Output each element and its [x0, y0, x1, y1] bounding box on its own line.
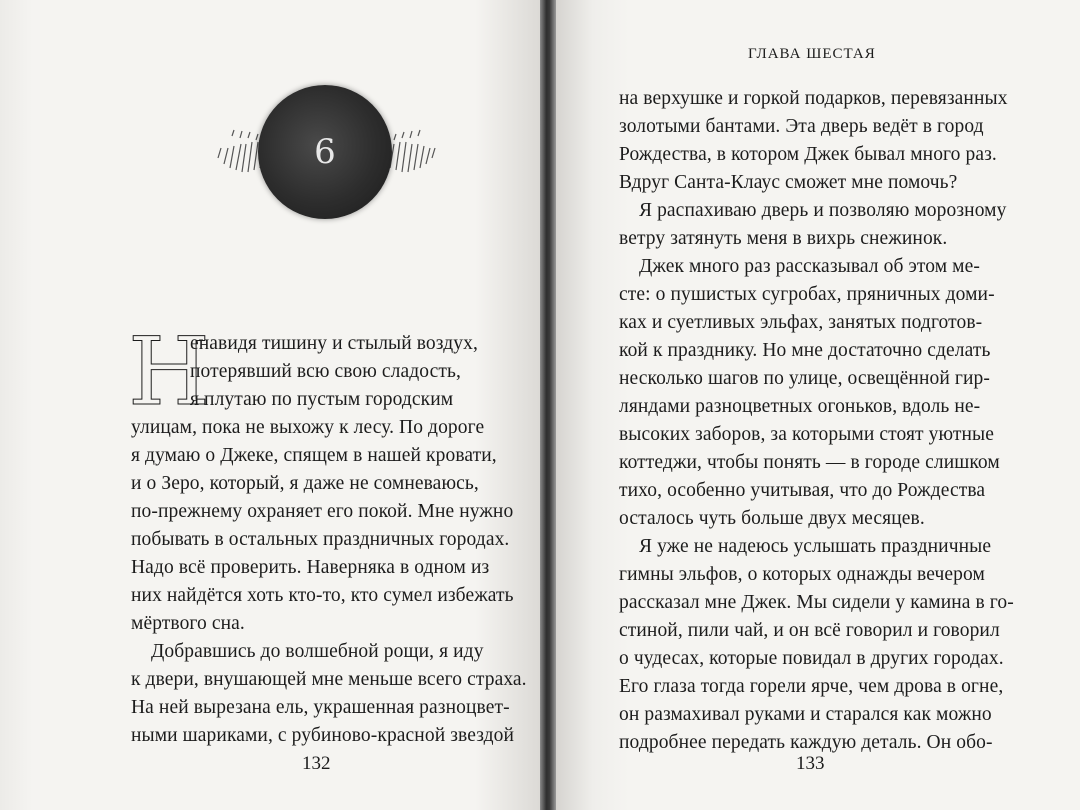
text-line: Я уже не надеюсь услышать праздничные: [639, 536, 992, 557]
text-line: гимны эльфов, о которых однажды вечером: [619, 564, 985, 585]
text-line: Надо всё проверить. Наверняка в одном из: [131, 557, 490, 578]
text-line: Его глаза тогда горели ярче, чем дрова в огне,: [619, 676, 1004, 697]
text-line: по-прежнему охраняет его покой. Мне нужно: [131, 501, 514, 522]
text-line: них найдётся хоть кто-то, кто сумел избежать: [131, 585, 514, 606]
text-line: и о Зеро, который, я даже не сомневаюсь,: [131, 473, 479, 494]
text-line: кой к празднику. Но мне достаточно сделать: [619, 340, 991, 361]
text-line: о чудесах, которые повидал в других городах.: [619, 648, 1004, 669]
text-line: потерявший всю свою сладость,: [190, 361, 461, 382]
text-line: я думаю о Джеке, спящем в нашей кровати,: [131, 445, 497, 466]
text-line: я плутаю по пустым городским: [190, 389, 454, 410]
text-line: он размахивал руками и старался как можно: [619, 704, 992, 725]
text-line: рассказал мне Джек. Мы сидели у камина в го-: [619, 592, 1014, 613]
chapter-number: 6: [314, 132, 336, 172]
text-line: побывать в остальных праздничных городах.: [131, 529, 510, 550]
text-line: ветру затянуть меня в вихрь снежинок.: [619, 228, 948, 249]
text-line: золотыми бантами. Эта дверь ведёт в город: [619, 116, 984, 137]
text-line: ках и суетливых эльфах, занятых подготов-: [619, 312, 983, 333]
page-number: 132: [302, 753, 331, 774]
running-header: ГЛАВА ШЕСТАЯ: [748, 46, 876, 62]
text-line: Джек много раз рассказывал об этом ме-: [639, 256, 980, 277]
text-line: На ней вырезана ель, украшенная разноцвет-: [131, 697, 510, 718]
text-line: улицам, пока не выхожу к лесу. По дороге: [131, 417, 485, 438]
text-line: ными шариками, с рубиново-красной звездой: [131, 725, 515, 746]
book-spine-gutter: [540, 0, 556, 810]
text-line: коттеджи, чтобы понять — в городе слишком: [619, 452, 1000, 473]
page-number: 133: [796, 753, 825, 774]
chapter-disc: [258, 85, 392, 219]
text-line: тихо, особенно учитывая, что до Рождества: [619, 480, 986, 501]
text-line: енавидя тишину и стылый воздух,: [190, 333, 478, 354]
text-line: сте: о пушистых сугробах, пряничных доми-: [619, 284, 995, 305]
text-line: Вдруг Санта-Клаус сможет мне помочь?: [619, 172, 958, 193]
text-line: высоких заборов, за которыми стоят уютные: [619, 424, 994, 445]
text-line: ляндами разноцветных огоньков, вдоль не-: [619, 396, 981, 417]
drop-cap: Н: [128, 318, 210, 427]
text-line: на верхушке и горкой подарков, перевязанных: [619, 88, 1008, 109]
text-line: Добравшись до волшебной рощи, я иду: [151, 641, 484, 662]
text-line: мёртвого сна.: [131, 613, 245, 634]
text-line: несколько шагов по улице, освещённой гир-: [619, 368, 990, 389]
right-page: [556, 0, 1080, 810]
text-line: стиной, пили чай, и он всё говорил и говорил: [619, 620, 1000, 641]
text-line: подробнее передать каждую деталь. Он обо-: [619, 732, 993, 753]
text-line: осталось чуть больше двух месяцев.: [619, 508, 925, 529]
text-line: Рождества, в котором Джек бывал много раз.: [619, 144, 997, 165]
text-line: Я распахиваю дверь и позволяю морозному: [639, 200, 1007, 221]
text-line: к двери, внушающей мне меньше всего страха.: [131, 669, 527, 690]
